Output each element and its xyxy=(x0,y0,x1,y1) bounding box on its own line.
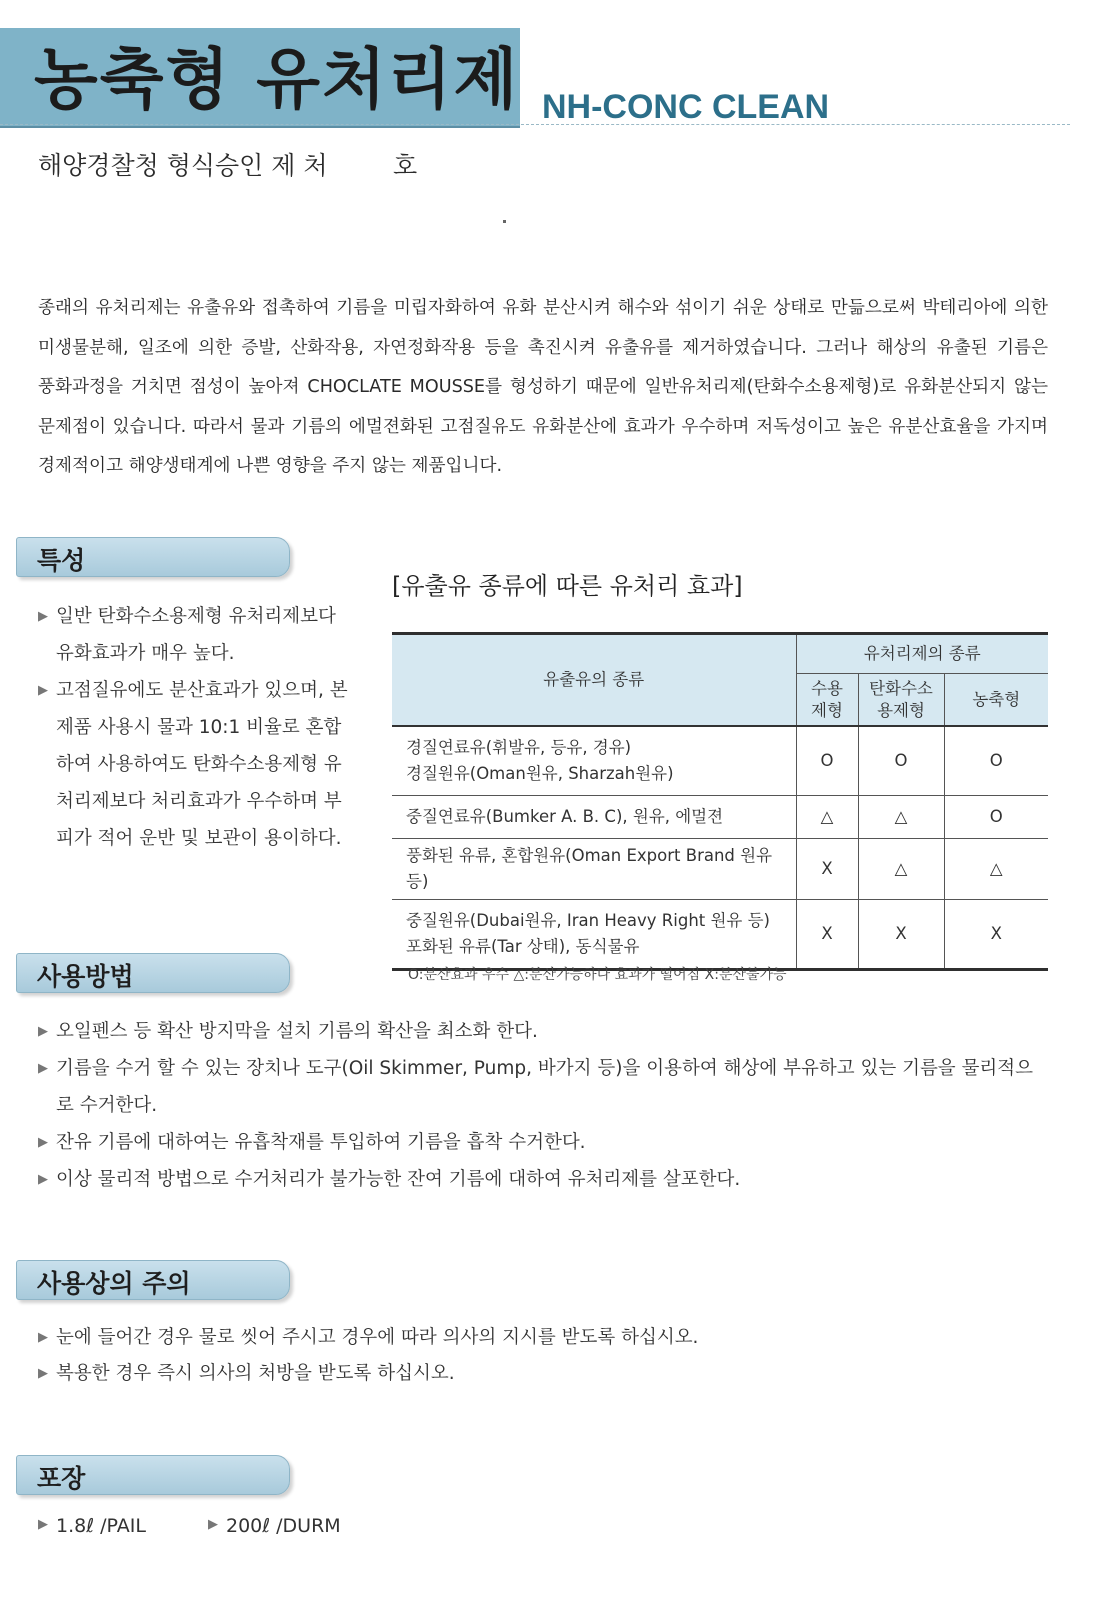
section-header-caution xyxy=(16,1260,290,1300)
header-dispersant-type: 유처리제의 종류 xyxy=(796,634,1048,674)
section-header-usage xyxy=(16,953,290,993)
list-item: ▶ 잔유 기름에 대하여는 유흡착재를 투입하여 기름을 흡착 수거한다. xyxy=(38,1124,1048,1161)
list-item: ▶ 이상 물리적 방법으로 수거처리가 불가능한 잔여 기름에 대하여 유처리제를 살포한다. xyxy=(38,1161,1048,1198)
header-water-type: 수용 제형 xyxy=(796,674,858,727)
cell-value: O xyxy=(944,726,1048,796)
list-item: ▶ 복용한 경우 즉시 의사의 처방을 받도록 하십시오. xyxy=(38,1356,1038,1392)
intro-paragraph: 종래의 유처리제는 유출유와 접촉하여 기름을 미립자화하여 유화 분산시켜 해수와 섞이기 쉬운 상태로 만듦으로써 박테리아에 의한 미생물분해, 일조에 의한 증발, 산화작용, 자연정화작용 등을 촉진시켜 유출유를 제거하였습니다. 그러나 해상의 유출된 기름은 풍화과정을 거치면 점성이 높아져 CHOCLATE MOUSSE를 형성하기 때문에 일반유처리제(탄화수소용제형)로 유화분산되지 않는 문제점이 있습니다. 따라서 물과 기름의 에멀젼화된 고점질유도 유화분산에 효과가 우수하며 저독성이고 높은 유분산효율을 가지며 경제적이고 해양생태계에 나쁜 영향을 주지 않는 제품입니다. xyxy=(38,298,1048,476)
header-oil-type: 유출유의 종류 xyxy=(392,634,796,727)
package-option: ▶ 1.8ℓ /PAIL xyxy=(38,1515,146,1537)
cell-value: O xyxy=(858,726,944,796)
cell-value: △ xyxy=(796,796,858,839)
cell-oil: 경질연료유(휘발유, 등유, 경유) 경질원유(Oman원유, Sharzah원유) xyxy=(392,726,796,796)
table-legend: O:분산효과 우수 △:분산가능하나 효과가 떨어짐 X:분산불가능 xyxy=(408,967,787,983)
section-title: 사용상의 주의 xyxy=(37,1269,191,1298)
page-title: 농축형 유처리제 xyxy=(34,41,520,118)
cell-value: O xyxy=(796,726,858,796)
cell-oil: 풍화된 유류, 혼합원유(Oman Export Brand 원유 등) xyxy=(392,839,796,900)
cell-oil: 중질연료유(Bumker A. B. C), 원유, 에멀젼 xyxy=(392,796,796,839)
product-name-en: NH-CONC CLEAN xyxy=(542,88,830,126)
table-row xyxy=(392,796,1048,839)
list-item: ▶ 일반 탄화수소용제형 유처리제보다 유화효과가 매우 높다. xyxy=(38,598,348,672)
list-item: ▶ 기름을 수거 할 수 있는 장치나 도구(Oil Skimmer, Pump, 바가지 등)을 이용하여 해상에 부유하고 있는 기름을 물리적으로 수거한다. xyxy=(38,1050,1048,1124)
features-list xyxy=(38,598,348,857)
cell-value: X xyxy=(944,900,1048,970)
dot-mark xyxy=(503,220,506,223)
cell-value: X xyxy=(858,900,944,970)
section-title: 사용방법 xyxy=(37,962,134,991)
table-row xyxy=(392,839,1048,900)
cell-oil: 중질원유(Dubai원유, Iran Heavy Right 원유 등) 포화된 유류(Tar 상태), 동식물유 xyxy=(392,900,796,970)
title-divider xyxy=(0,124,1070,125)
list-item: ▶ 눈에 들어간 경우 물로 씻어 주시고 경우에 따라 의사의 지시를 받도록 하십시오. xyxy=(38,1320,1038,1356)
usage-list xyxy=(38,1013,1048,1198)
caution-list xyxy=(38,1320,1038,1392)
package-option: ▶ 200ℓ /DURM xyxy=(208,1515,341,1537)
section-title: 특성 xyxy=(37,546,86,575)
cell-value: X xyxy=(796,900,858,970)
cell-value: X xyxy=(796,839,858,900)
list-item: ▶ 오일펜스 등 확산 방지막을 설치 기름의 확산을 최소화 한다. xyxy=(38,1013,1048,1050)
section-title: 포장 xyxy=(37,1464,86,1493)
table-row xyxy=(392,900,1048,970)
effect-table xyxy=(392,632,1048,971)
cell-value: △ xyxy=(944,839,1048,900)
table-header-row xyxy=(392,634,1048,674)
approval-number: 호 xyxy=(393,151,418,180)
approval-line xyxy=(38,146,418,182)
list-item: ▶ 고점질유에도 분산효과가 있으며, 본제품 사용시 물과 10:1 비율로 혼합하여 사용하여도 탄화수소용제형 유처리제보다 처리효과가 우수하며 부피가 적어 운반 및 보관이 용이하다. xyxy=(38,672,348,857)
section-header-packaging xyxy=(16,1455,290,1495)
table-title: [유출유 종류에 따른 유처리 효과] xyxy=(392,572,743,600)
header-concentrated-type: 농축형 xyxy=(944,674,1048,727)
cell-value: △ xyxy=(858,839,944,900)
packaging-list xyxy=(38,1515,341,1537)
section-header-features xyxy=(16,537,290,577)
cell-value: O xyxy=(944,796,1048,839)
cell-value: △ xyxy=(858,796,944,839)
table-row xyxy=(392,726,1048,796)
approval-label: 해양경찰청 형식승인 제 처 xyxy=(38,151,328,180)
header-hydrocarbon-type: 탄화수소 용제형 xyxy=(858,674,944,727)
